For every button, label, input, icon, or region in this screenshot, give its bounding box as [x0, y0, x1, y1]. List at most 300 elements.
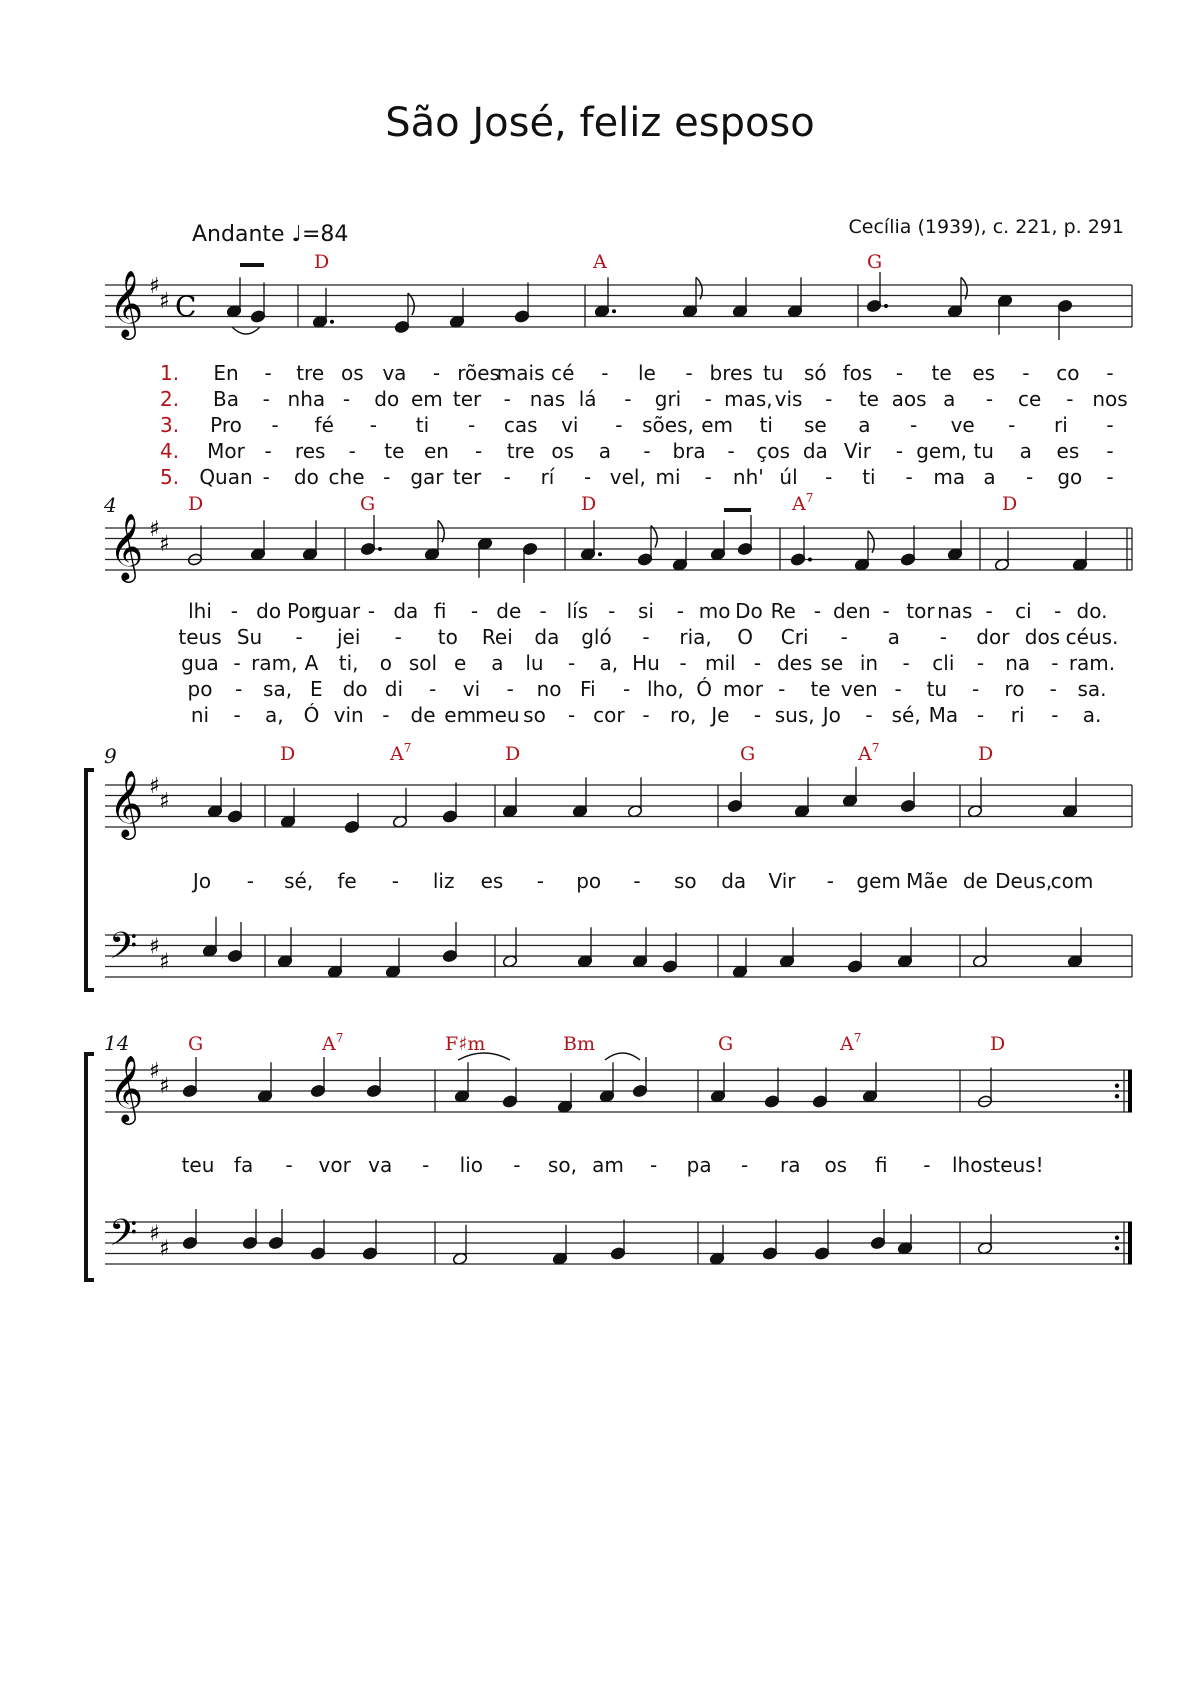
verse-number: 2. [160, 387, 180, 411]
chord-symbol: D [314, 251, 330, 273]
verse-lyric: - [972, 677, 980, 701]
verse-lyric: a. [1082, 703, 1102, 727]
verse-lyric: no [536, 677, 562, 701]
verse-lyric: do. [1076, 599, 1108, 623]
verse-lyric: - [895, 439, 904, 463]
verse-lyric: a, [265, 703, 284, 727]
verse-lyric: Por [287, 599, 319, 623]
tempo-bpm: =84 [301, 222, 349, 247]
chord-symbol: D [505, 743, 521, 765]
verse-lyric: - [262, 465, 270, 489]
verse-lyric: te [931, 361, 952, 385]
verse-lyric: bra [672, 439, 706, 463]
verse-lyric: bres [709, 361, 753, 385]
verse-lyric: res [294, 439, 326, 463]
refrain-lyric: - [246, 869, 254, 893]
verse-lyric: Cri [780, 625, 809, 649]
refrain-lyric: - [826, 869, 834, 893]
verse-lyric: so [523, 703, 546, 727]
verse-lyric: lís [566, 599, 589, 623]
system-bracket [86, 1054, 94, 1280]
verse-lyric: dor [976, 625, 1010, 649]
verse-lyric: - [383, 465, 391, 489]
sharp-icon: ♯ [159, 949, 170, 975]
refrain-lyric: de [962, 869, 988, 893]
sharp-icon: ♯ [149, 274, 160, 299]
verse-lyric: ce [1017, 387, 1042, 411]
refrain-lyric: so [674, 869, 697, 893]
verse-lyric: - [262, 387, 270, 411]
refrain-lyric: fi [875, 1153, 888, 1177]
verse-lyric: che [328, 465, 365, 489]
refrain-lyric: ra [779, 1153, 801, 1177]
refrain-lyric: Jo [192, 869, 212, 893]
verse-lyric: gló [581, 625, 612, 649]
verse-lyric: - [1106, 361, 1114, 385]
verse-lyric: - [615, 413, 623, 437]
refrain-lyric: teus! [992, 1153, 1044, 1177]
verse-lyric: - [601, 361, 609, 385]
verse-lyric: Ma [928, 703, 959, 727]
verse-lyric: - [825, 465, 833, 489]
verse-lyric: - [382, 703, 390, 727]
verse-lyric: - [264, 439, 272, 463]
verse-lyric: de [496, 599, 522, 623]
verse-lyric: di [384, 677, 404, 701]
verse-lyric: tre [506, 439, 535, 463]
verse-lyric: va [382, 361, 407, 385]
refrain-lyric: va [368, 1153, 393, 1177]
verse-lyric: - [1051, 703, 1059, 727]
verse-number: 3. [160, 413, 180, 437]
treble-clef-icon: 𝄞 [109, 269, 144, 337]
refrain-lyric: Vir [768, 869, 796, 893]
verse-lyric: le [638, 361, 656, 385]
verse-lyric: si [638, 599, 654, 623]
verse-lyric: aos [891, 387, 927, 411]
verse-lyric: E [310, 677, 323, 701]
verse-lyric: ri [1010, 703, 1025, 727]
verse-lyric: tu [973, 439, 994, 463]
verse-lyric: - [753, 703, 762, 727]
verse-lyric: - [467, 413, 476, 437]
verse-lyric: em [411, 387, 443, 411]
verse-number: 1. [160, 361, 180, 385]
verse-lyric: fé [314, 413, 334, 437]
verse-lyric: sa, [263, 677, 293, 701]
note-flag [408, 293, 414, 315]
verse-lyric: nh' [732, 465, 764, 489]
verse-lyric: - [348, 439, 356, 463]
note-dot [378, 547, 382, 551]
refrain-lyric: pa [686, 1153, 712, 1177]
verse-lyric: ma [933, 465, 966, 489]
verse-lyric: lá [578, 387, 597, 411]
verse-lyric: sol [408, 651, 438, 675]
verse-lyric: a [598, 439, 611, 463]
chord-symbol: A [593, 251, 607, 273]
verse-lyric: - [503, 465, 511, 489]
verse-lyric: rões [457, 361, 500, 385]
verse-lyric: - [1106, 439, 1114, 463]
verse-lyric: po [187, 677, 213, 701]
verse-lyric: - [367, 599, 376, 623]
verse-lyric: - [840, 625, 848, 649]
verse-lyric: - [882, 599, 890, 623]
chord-symbol: D [188, 493, 204, 515]
verse-lyric: cas [503, 413, 538, 437]
verse-lyric: - [976, 651, 985, 675]
verse-lyric: teus [178, 625, 222, 649]
verse-lyric: - [1049, 677, 1057, 701]
verse-lyric: tu [926, 677, 948, 701]
note-dot [884, 304, 888, 308]
verse-lyric: - [643, 439, 651, 463]
verse-lyric: - [1066, 387, 1074, 411]
note-dot [330, 320, 334, 324]
chord-seventh: 7 [335, 1031, 344, 1045]
repeat-dot [1115, 1094, 1119, 1098]
sharp-icon: ♯ [159, 789, 170, 814]
verse-lyric: ter [452, 465, 482, 489]
chord-symbol: D [1002, 493, 1018, 515]
verse-lyric: de [410, 703, 436, 727]
repeat-dot [1115, 1246, 1119, 1250]
verse-lyric: O [737, 625, 753, 649]
verse-lyric: Je [711, 703, 730, 727]
verse-lyric: nos [1092, 387, 1128, 411]
sharp-icon: ♯ [149, 517, 160, 542]
verse-lyric: cor [593, 703, 625, 727]
verse-lyric: - [233, 703, 241, 727]
chord-symbol: G [867, 251, 883, 273]
verse-lyric: - [976, 703, 985, 727]
verse-lyric: rí [540, 465, 555, 489]
verse-lyric: e [454, 651, 467, 675]
repeat-dot [1115, 1236, 1119, 1240]
verse-lyric: - [608, 599, 616, 623]
verse-lyric: - [568, 651, 576, 675]
verse-lyric: sa. [1077, 677, 1107, 701]
verse-lyric: do [256, 599, 282, 623]
verse-number: 5. [160, 465, 180, 489]
verse-lyric: nas [937, 599, 973, 623]
page-title: São José, feliz esposo [385, 100, 815, 146]
refrain-lyric: so, [547, 1153, 577, 1177]
sharp-icon: ♯ [159, 1236, 170, 1262]
chord-symbol: F♯m [445, 1033, 486, 1055]
verse-lyric: úl [779, 465, 798, 489]
verse-lyric: ram, [251, 651, 298, 675]
verse-lyric: se [803, 413, 827, 437]
time-signature: C [175, 290, 197, 323]
verse-lyric: Pro [210, 413, 242, 437]
verse-lyric: - [985, 599, 993, 623]
verse-lyric: Ba [213, 387, 239, 411]
verse-lyric: ter [452, 387, 482, 411]
verse-lyric: - [429, 677, 437, 701]
refrain-lyric: - [536, 869, 544, 893]
verse-lyric: - [235, 677, 243, 701]
verse-lyric: a [887, 625, 900, 649]
verse-lyric: tor [906, 599, 935, 623]
verse-lyric: só [804, 361, 827, 385]
refrain-lyric: teu [181, 1153, 215, 1177]
chord-symbol: D [581, 493, 597, 515]
verse-lyric: - [825, 387, 833, 411]
chord-seventh: 7 [853, 1031, 862, 1045]
refrain-lyric: - [513, 1153, 521, 1177]
verse-lyric: lho, [646, 677, 684, 701]
source-reference: Cecília (1939), c. 221, p. 291 [848, 216, 1124, 238]
sharp-icon: ♯ [159, 1074, 170, 1099]
verse-lyric: to [437, 625, 458, 649]
verse-lyric: - [394, 625, 402, 649]
verse-lyric: do [342, 677, 368, 701]
verse-lyric: ro [1004, 677, 1025, 701]
refrain-lyric: vor [318, 1153, 351, 1177]
sharp-icon: ♯ [159, 532, 170, 557]
verse-lyric: do [374, 387, 400, 411]
verse-lyric: - [342, 387, 351, 411]
verse-lyric: - [1022, 361, 1030, 385]
verse-lyric: do [293, 465, 319, 489]
note-dot [598, 552, 602, 556]
verse-lyric: ti [415, 413, 430, 437]
tempo-text: Andante [192, 222, 285, 247]
note-dot [612, 309, 616, 313]
verse-lyric: mor [722, 677, 763, 701]
chord-symbol: D [280, 743, 296, 765]
verse-lyric: des [776, 651, 813, 675]
verse-lyric: co [1056, 361, 1080, 385]
verse-lyric: - [939, 625, 947, 649]
refrain-lyric: - [923, 1153, 931, 1177]
verse-lyric: - [584, 465, 592, 489]
verse-lyric: - [727, 439, 735, 463]
verse-lyric: lu [525, 651, 544, 675]
verse-lyric: - [1106, 465, 1114, 489]
verse-lyric: guar [314, 599, 361, 623]
verse-lyric: Su [236, 625, 263, 649]
verse-lyric: te [810, 677, 831, 701]
refrain-lyric: po [576, 869, 602, 893]
chord-symbol: $A^7$ [858, 741, 880, 765]
chord-symbol: G [188, 1033, 204, 1055]
refrain-lyric: lio [459, 1153, 484, 1177]
verse-lyric: Ó [696, 677, 713, 701]
verse-lyric: da [393, 599, 419, 623]
verse-lyric: vi [462, 677, 481, 701]
verse-lyric: a, [599, 651, 619, 675]
system-bracket [86, 770, 94, 990]
verse-lyric: - [985, 387, 994, 411]
sharp-icon: ♯ [149, 934, 160, 960]
refrain-lyric: - [391, 869, 399, 893]
refrain-lyric: sé, [284, 869, 314, 893]
verse-lyric: - [642, 703, 650, 727]
verse-lyric: - [470, 599, 479, 623]
verse-lyric: tre [296, 361, 325, 385]
verse-lyric: se [820, 651, 844, 675]
verse-lyric: ni [190, 703, 210, 727]
refrain-lyric: am [592, 1153, 624, 1177]
verse-lyric: - [909, 413, 918, 437]
verse-lyric: Re [770, 599, 796, 623]
repeat-bar-thick [1128, 1222, 1132, 1264]
verse-lyric: - [369, 413, 377, 437]
refrain-lyric: com [1050, 869, 1094, 893]
verse-lyric: gem, [916, 439, 968, 463]
bass-clef-icon: 𝄢 [109, 1212, 138, 1263]
refrain-lyric: fe [337, 869, 357, 893]
verse-lyric: Vir [843, 439, 871, 463]
verse-lyric: os [340, 361, 364, 385]
verse-lyric: - [778, 677, 786, 701]
sharp-icon: ♯ [149, 1221, 160, 1247]
refrain-lyric: gem [856, 869, 901, 893]
verse-lyric: - [503, 387, 511, 411]
chord-seventh: 7 [871, 741, 880, 755]
refrain-lyric: Mãe [906, 869, 948, 893]
verse-lyric: ti [862, 465, 876, 489]
refrain-lyric: - [422, 1153, 430, 1177]
sharp-icon: ♯ [149, 1059, 160, 1084]
sharp-icon: ♯ [159, 289, 170, 314]
chord-symbol: $A^7$ [390, 741, 412, 765]
chord-symbol: G [740, 743, 756, 765]
verse-lyric: - [432, 361, 441, 385]
chord-symbol: G [360, 493, 376, 515]
refrain-lyric: fa [233, 1153, 254, 1177]
refrain-lyric: Deus, [995, 869, 1053, 893]
verse-lyric: - [1051, 651, 1059, 675]
verse-lyric: mas, [724, 387, 773, 411]
measure-number: 14 [104, 1031, 130, 1055]
verse-lyric: a [491, 651, 504, 675]
refrain-lyric: - [285, 1153, 293, 1177]
verse-lyric: gar [410, 465, 444, 489]
verse-lyric: ti [759, 413, 773, 437]
quarter-note-icon: ♩ [291, 222, 302, 247]
note-flag [651, 526, 657, 548]
verse-lyric: - [1026, 465, 1034, 489]
verse-lyric: vi [561, 413, 579, 437]
verse-lyric: Hu [632, 651, 660, 675]
verse-lyric: cé [551, 361, 575, 385]
verse-lyric: ci [1015, 599, 1032, 623]
verse-lyric: nas [529, 387, 566, 411]
sharp-icon: ♯ [149, 774, 160, 799]
chord-symbol: D [990, 1033, 1006, 1055]
verse-lyric: vel, [609, 465, 646, 489]
chord-symbol: $A^7$ [322, 1031, 344, 1055]
verse-lyric: - [1054, 599, 1062, 623]
verse-lyric: - [704, 387, 712, 411]
verse-lyric: den [833, 599, 871, 623]
verse-lyric: fi [433, 599, 447, 623]
verse-lyric: - [676, 599, 684, 623]
verse-lyric: es [1056, 439, 1080, 463]
repeat-bar-thick [1128, 1070, 1132, 1112]
verse-lyric: - [295, 625, 303, 649]
refrain-lyric: liz [432, 869, 455, 893]
verse-lyric: En [213, 361, 239, 385]
verse-lyric: - [1008, 413, 1016, 437]
verse-lyric: - [753, 651, 762, 675]
refrain-lyric: - [633, 869, 641, 893]
verse-lyric: ve [950, 413, 975, 437]
staff-lines [86, 269, 1132, 1280]
refrain-lyric: da [721, 869, 747, 893]
measure-number: 4 [104, 493, 117, 517]
verse-lyric: ram. [1068, 651, 1116, 675]
verse-lyric: - [685, 361, 693, 385]
verse-lyric: en [423, 439, 449, 463]
verse-lyric: A [304, 651, 319, 675]
verse-lyric: tu [762, 361, 784, 385]
verse-lyric: - [679, 651, 687, 675]
verse-lyric: Jo [822, 703, 841, 727]
chord-seventh: 7 [805, 491, 814, 505]
verse-lyric: gua [181, 651, 219, 675]
verse-lyric: sé, [891, 703, 921, 727]
verse-lyric: a [983, 465, 996, 489]
verse-lyric: o [379, 651, 392, 675]
refrain-lyric: - [741, 1153, 749, 1177]
verse-lyric: - [230, 599, 238, 623]
verse-lyric: - [622, 677, 631, 701]
verse-lyric: ti, [338, 651, 359, 675]
chord-seventh: 7 [403, 741, 412, 755]
slur [232, 327, 260, 334]
note-dot [808, 558, 812, 562]
verse-lyric: a [1019, 439, 1032, 463]
verse-lyric: mi [655, 465, 681, 489]
verse-lyric: - [624, 387, 632, 411]
verse-lyric: - [568, 703, 576, 727]
verse-lyric: go [1057, 465, 1083, 489]
verse-lyric: céus. [1065, 625, 1119, 649]
verse-lyric: na [1005, 651, 1031, 675]
verse-lyric: - [813, 599, 822, 623]
verse-lyric: a [943, 387, 956, 411]
verse-lyric: dos [1024, 625, 1061, 649]
verse-lyric: - [506, 677, 514, 701]
verse-lyric: es [972, 361, 996, 385]
verse-lyric: - [895, 361, 904, 385]
chord-symbol: Bm [563, 1033, 595, 1055]
verse-lyric: mais [496, 361, 545, 385]
verse-lyric: - [894, 677, 902, 701]
verse-lyric: te [384, 439, 405, 463]
verse-lyric: ro, [669, 703, 697, 727]
verse-lyric: da [534, 625, 560, 649]
verse-lyric: em [701, 413, 734, 437]
verse-lyric: vin [333, 703, 364, 727]
verse-lyric: - [902, 651, 910, 675]
verse-lyric: os [551, 439, 575, 463]
verse-lyric: - [642, 625, 650, 649]
verse-lyric: mo [698, 599, 731, 623]
verse-lyric: sões, [642, 413, 694, 437]
verse-lyric: - [474, 439, 483, 463]
verse-lyric: in [859, 651, 879, 675]
chord-symbol: D [978, 743, 994, 765]
verse-lyric: ços [756, 439, 791, 463]
verse-lyric: - [905, 465, 913, 489]
verse-lyric: Do [735, 599, 763, 623]
